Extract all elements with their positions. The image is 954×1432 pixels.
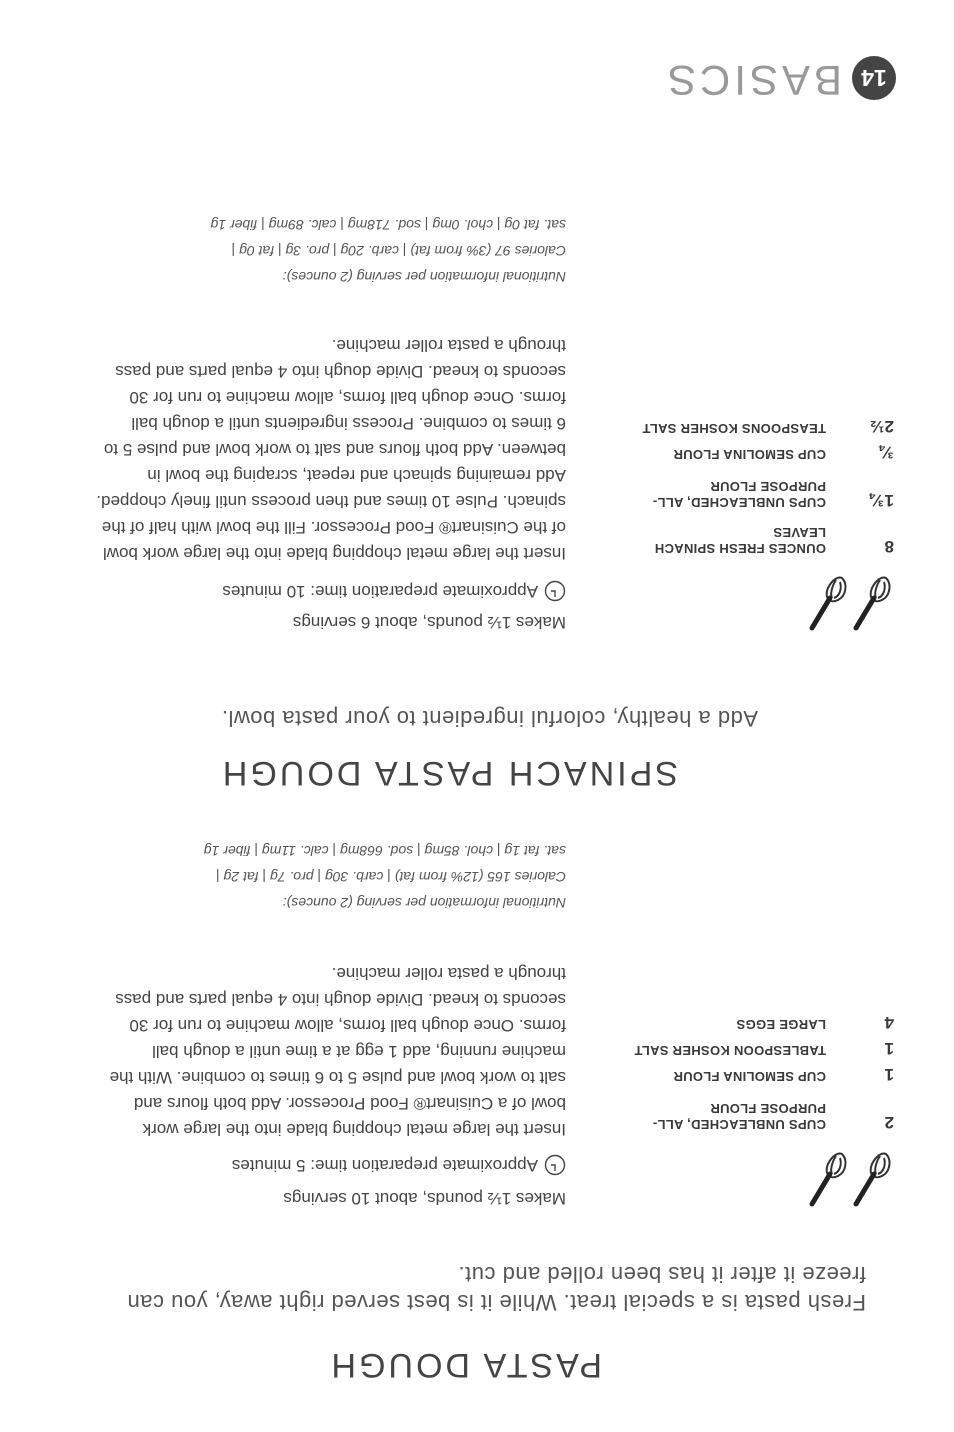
ingredient-qty: 8 xyxy=(884,537,894,556)
spinach-dough-prep xyxy=(222,580,566,602)
ingredient-qty: 2 xyxy=(884,1113,894,1132)
spinach-dough-title: SPINACH PASTA DOUGH xyxy=(219,754,678,792)
pasta-dough-nutrition xyxy=(96,838,566,916)
ingredient-name: CUP SEMOLINA FLOUR xyxy=(673,447,826,462)
ingredient-qty: 4 xyxy=(884,1013,894,1032)
spinach-dough-makes: Makes 1½ pounds, about 6 servings xyxy=(292,613,566,632)
ingredient-qty: 1 xyxy=(884,1039,894,1058)
ingredient-name: LARGE EGGS xyxy=(736,1017,826,1032)
spinach-dough-nutrition xyxy=(96,212,566,290)
ingredient-name: CUPS UNBLEACHED, ALL-PURPOSE FLOUR xyxy=(652,479,826,510)
ingredient-qty: ¾ xyxy=(879,443,894,462)
pasta-dough-prep xyxy=(232,1154,566,1176)
ingredient-name: CUP SEMOLINA FLOUR xyxy=(673,1069,826,1084)
nutrition-line: Calories 165 (12% from fat) | carb. 30g | pro. 7g | fat 2g | xyxy=(216,869,566,885)
clock-icon xyxy=(544,580,566,602)
ingredient-qty: 1¾ xyxy=(869,491,894,510)
pasta-dough-directions: Insert the large metal chopping blade into the large work bowl of a Cuisinart® Food Processor. Add both flours and salt to work bowl and pulse 5 to 6 times to combine. With the machine running, add 1 egg at a time until a dough ball forms. Once dough ball forms, allow machine to run for 30 seconds to knead. Divide dough into 4 equal parts and pass through a pasta roller machine. xyxy=(109,964,566,1139)
ingredient-name: TABLESPOON KOSHER SALT xyxy=(634,1043,826,1058)
whisk-icon xyxy=(794,572,894,642)
pasta-dough-makes: Makes 1½ pounds, about 10 servings xyxy=(283,1189,566,1208)
page-number-badge: 14 xyxy=(852,56,896,100)
pasta-dough-intro: Fresh pasta is a special treat. While it is best served right away, you can freeze it after it has been rolled and cut. xyxy=(127,1262,866,1315)
section-name: BASICS xyxy=(663,57,842,104)
spinach-dough-intro: Add a healthy, colorful ingredient to your pasta bowl. xyxy=(221,706,758,731)
whisk-icon xyxy=(794,1148,894,1218)
nutrition-heading: Nutritional information per serving (2 ounces): xyxy=(282,895,566,911)
pasta-dough-title: PASTA DOUGH xyxy=(328,1346,602,1384)
spinach-dough-directions: Insert the large metal chopping blade into the large work bowl of the Cuisinart® Food Processor. Fill the bowl with half of the spinach. Pulse 10 times and then process until finely chopped. Add remaining spinach and repeat, scraping the bowl in between. Add both flours and salt to work bowl and pulse 5 to 6 times to combine. Process ingredients until a dough ball forms. Once dough ball forms, allow machine to run for 30 seconds to knead. Divide dough into 4 equal parts and pass through a pasta roller machine. xyxy=(96,336,566,563)
ingredient-name: CUPS UNBLEACHED, ALL-PURPOSE FLOUR xyxy=(652,1101,826,1132)
nutrition-line: sat. fat 0g | chol. 0mg | sod. 718mg | calc. 89mg | fiber 1g xyxy=(210,217,566,233)
nutrition-line: Calories 97 (3% from fat) | carb. 20g | pro. 3g | fat 0g | xyxy=(231,243,566,259)
ingredient-name: OUNCES FRESH SPINACH LEAVES xyxy=(654,525,826,556)
ingredient-name: TEASPOONS KOSHER SALT xyxy=(642,421,826,436)
nutrition-line: sat. fat 1g | chol. 85mg | sod. 668mg | calc. 11mg | fiber 1g xyxy=(203,843,566,859)
prep-time-text: Approximate preparation time: 10 minutes xyxy=(222,582,538,601)
nutrition-heading: Nutritional information per serving (2 ounces): xyxy=(282,269,566,285)
prep-time-text: Approximate preparation time: 5 minutes xyxy=(231,1156,538,1175)
clock-icon xyxy=(544,1154,566,1176)
ingredient-qty: 1 xyxy=(884,1065,894,1084)
ingredient-qty: 2½ xyxy=(869,417,894,436)
